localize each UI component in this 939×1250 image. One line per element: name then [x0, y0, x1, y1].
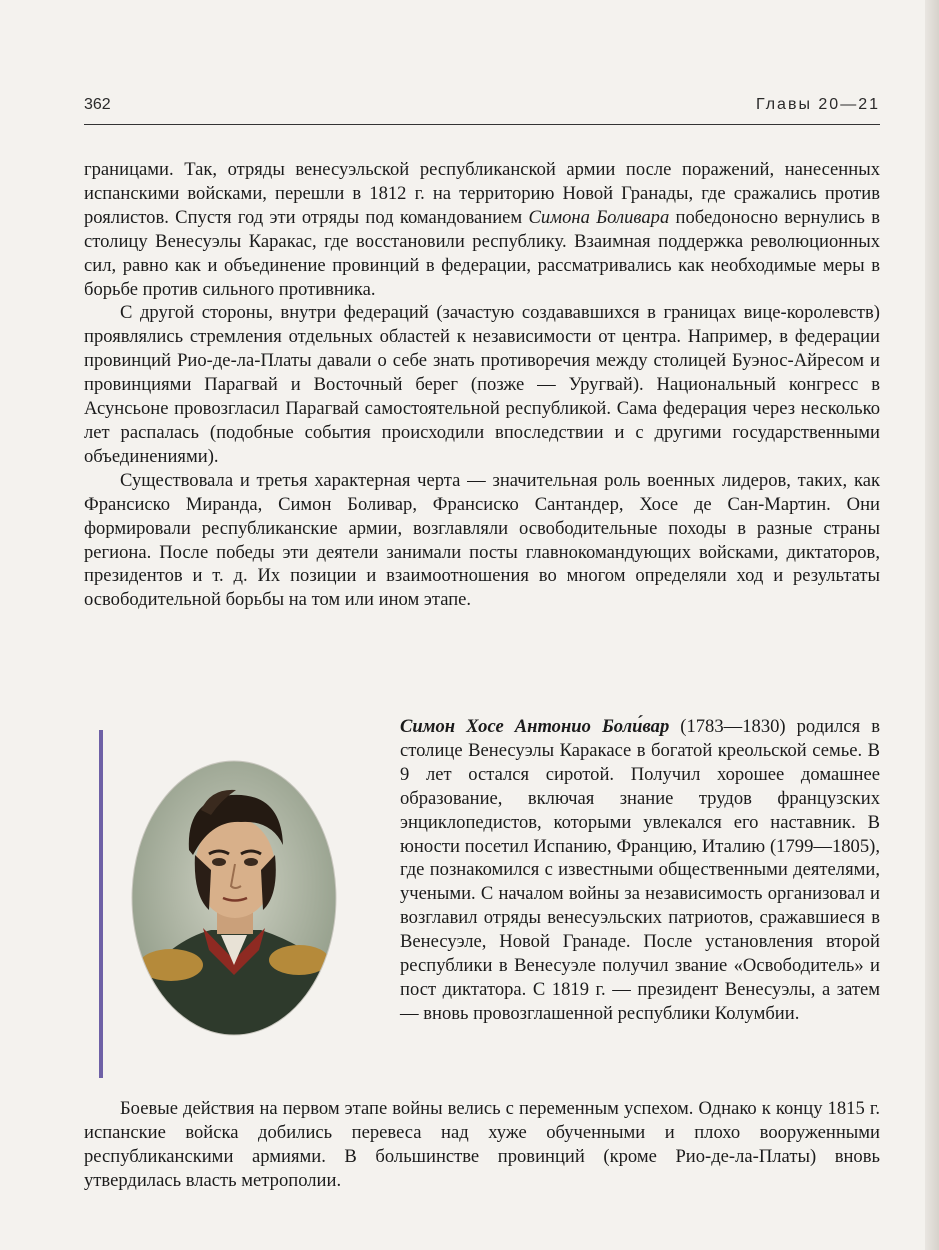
paragraph-4: Боевые действия на первом этапе войны велись с переменным успехом. Однако к концу 1815 г. испанские войска добились перевеса над хуже обученными и плохо вооруженными республиканскими армиями. В большинстве провинций (кроме Рио-де-ла-Платы) вновь утвердилась власть метрополии. — [84, 1098, 880, 1191]
bolivar-name-italic: Симона Боливара — [528, 206, 670, 228]
sidebar-accent-bar — [99, 730, 103, 1078]
page-edge — [925, 0, 939, 1250]
running-head: Главы 20—21 — [755, 96, 880, 113]
paragraph-1-part-a: границами. Так, отряды венесуэльской республиканской армии после поражений, нанесенных испанскими войсками, перешли в 1812 г. на территорию Новой Гранады, где сражались против роялистов. Спустя год эти отряды под командованием — [84, 159, 880, 228]
bolivar-biography — [400, 715, 880, 1026]
bio-name: Симон Хосе Антонио Боли́вар — [400, 716, 670, 737]
paragraph-3: Существовала и третья характерная черта — значительная роль военных лидеров, таких, как Франсиско Миранда, Симон Боливар, Франсиско Сантандер, Хосе де Сан-Мартин. Они формировали республиканские армии, возглавляли освободительные походы в разные страны региона. После победы эти деятели занимали посты главнокомандующих войсками, диктаторов, президентов и т. д. Их позиции и взаимоотношения во многом определяли ход и результаты освободительной борьбы на том или ином этапе. — [84, 469, 880, 611]
main-text — [84, 158, 880, 612]
page-header — [84, 96, 880, 122]
bottom-text — [84, 1097, 880, 1193]
paragraph-1-part-b: победоносно вернулись в столицу Венесуэлы Каракас, где восстановили республику. Взаимная поддержка революционных сил, равно как и объединение провинций в федерации, рассматривались как необходимые меры в борьбе против сильного противника. — [84, 206, 880, 300]
header-rule — [84, 124, 880, 125]
page-number: 362 — [84, 96, 111, 113]
paragraph-1 — [84, 158, 880, 301]
bolivar-portrait — [131, 760, 337, 1036]
bio-text: (1783—1830) родился в столице Венесуэлы Каракасе в богатой креольской семье. В 9 лет остался сиротой. Получил хорошее домашнее образование, включая знание трудов французских энциклопедистов, которыми увлекался его наставник. В юности посетил Испанию, Францию, Италию (1799—1805), где познакомился с известными общественными деятелями, учеными. С началом войны за независимость организовал и возглавил отряды венесуэльских патриотов, сражавшиеся в Венесуэле, Новой Гранаде. После установления второй республики в Венесуэле получил звание «Освободитель» и пост диктатора. С 1819 г. — президент Венесуэлы, а затем — вновь провозглашенной республики Колумбии. — [400, 716, 880, 1024]
paragraph-2: С другой стороны, внутри федераций (зачастую создававшихся в границах вице-королевств) проявлялись стремления отдельных областей к независимости от центра. Например, в федерации провинций Рио-де-ла-Платы давали о себе знать противоречия между столицей Буэнос-Айресом и провинциями Парагвай и Восточный берег (позже — Уругвай). Национальный конгресс в Асунсьоне провозгласил Парагвай самостоятельной республикой. Сама федерация через несколько лет распалась (подобные события происходили впоследствии и с другими государственными объединениями). — [84, 302, 880, 467]
